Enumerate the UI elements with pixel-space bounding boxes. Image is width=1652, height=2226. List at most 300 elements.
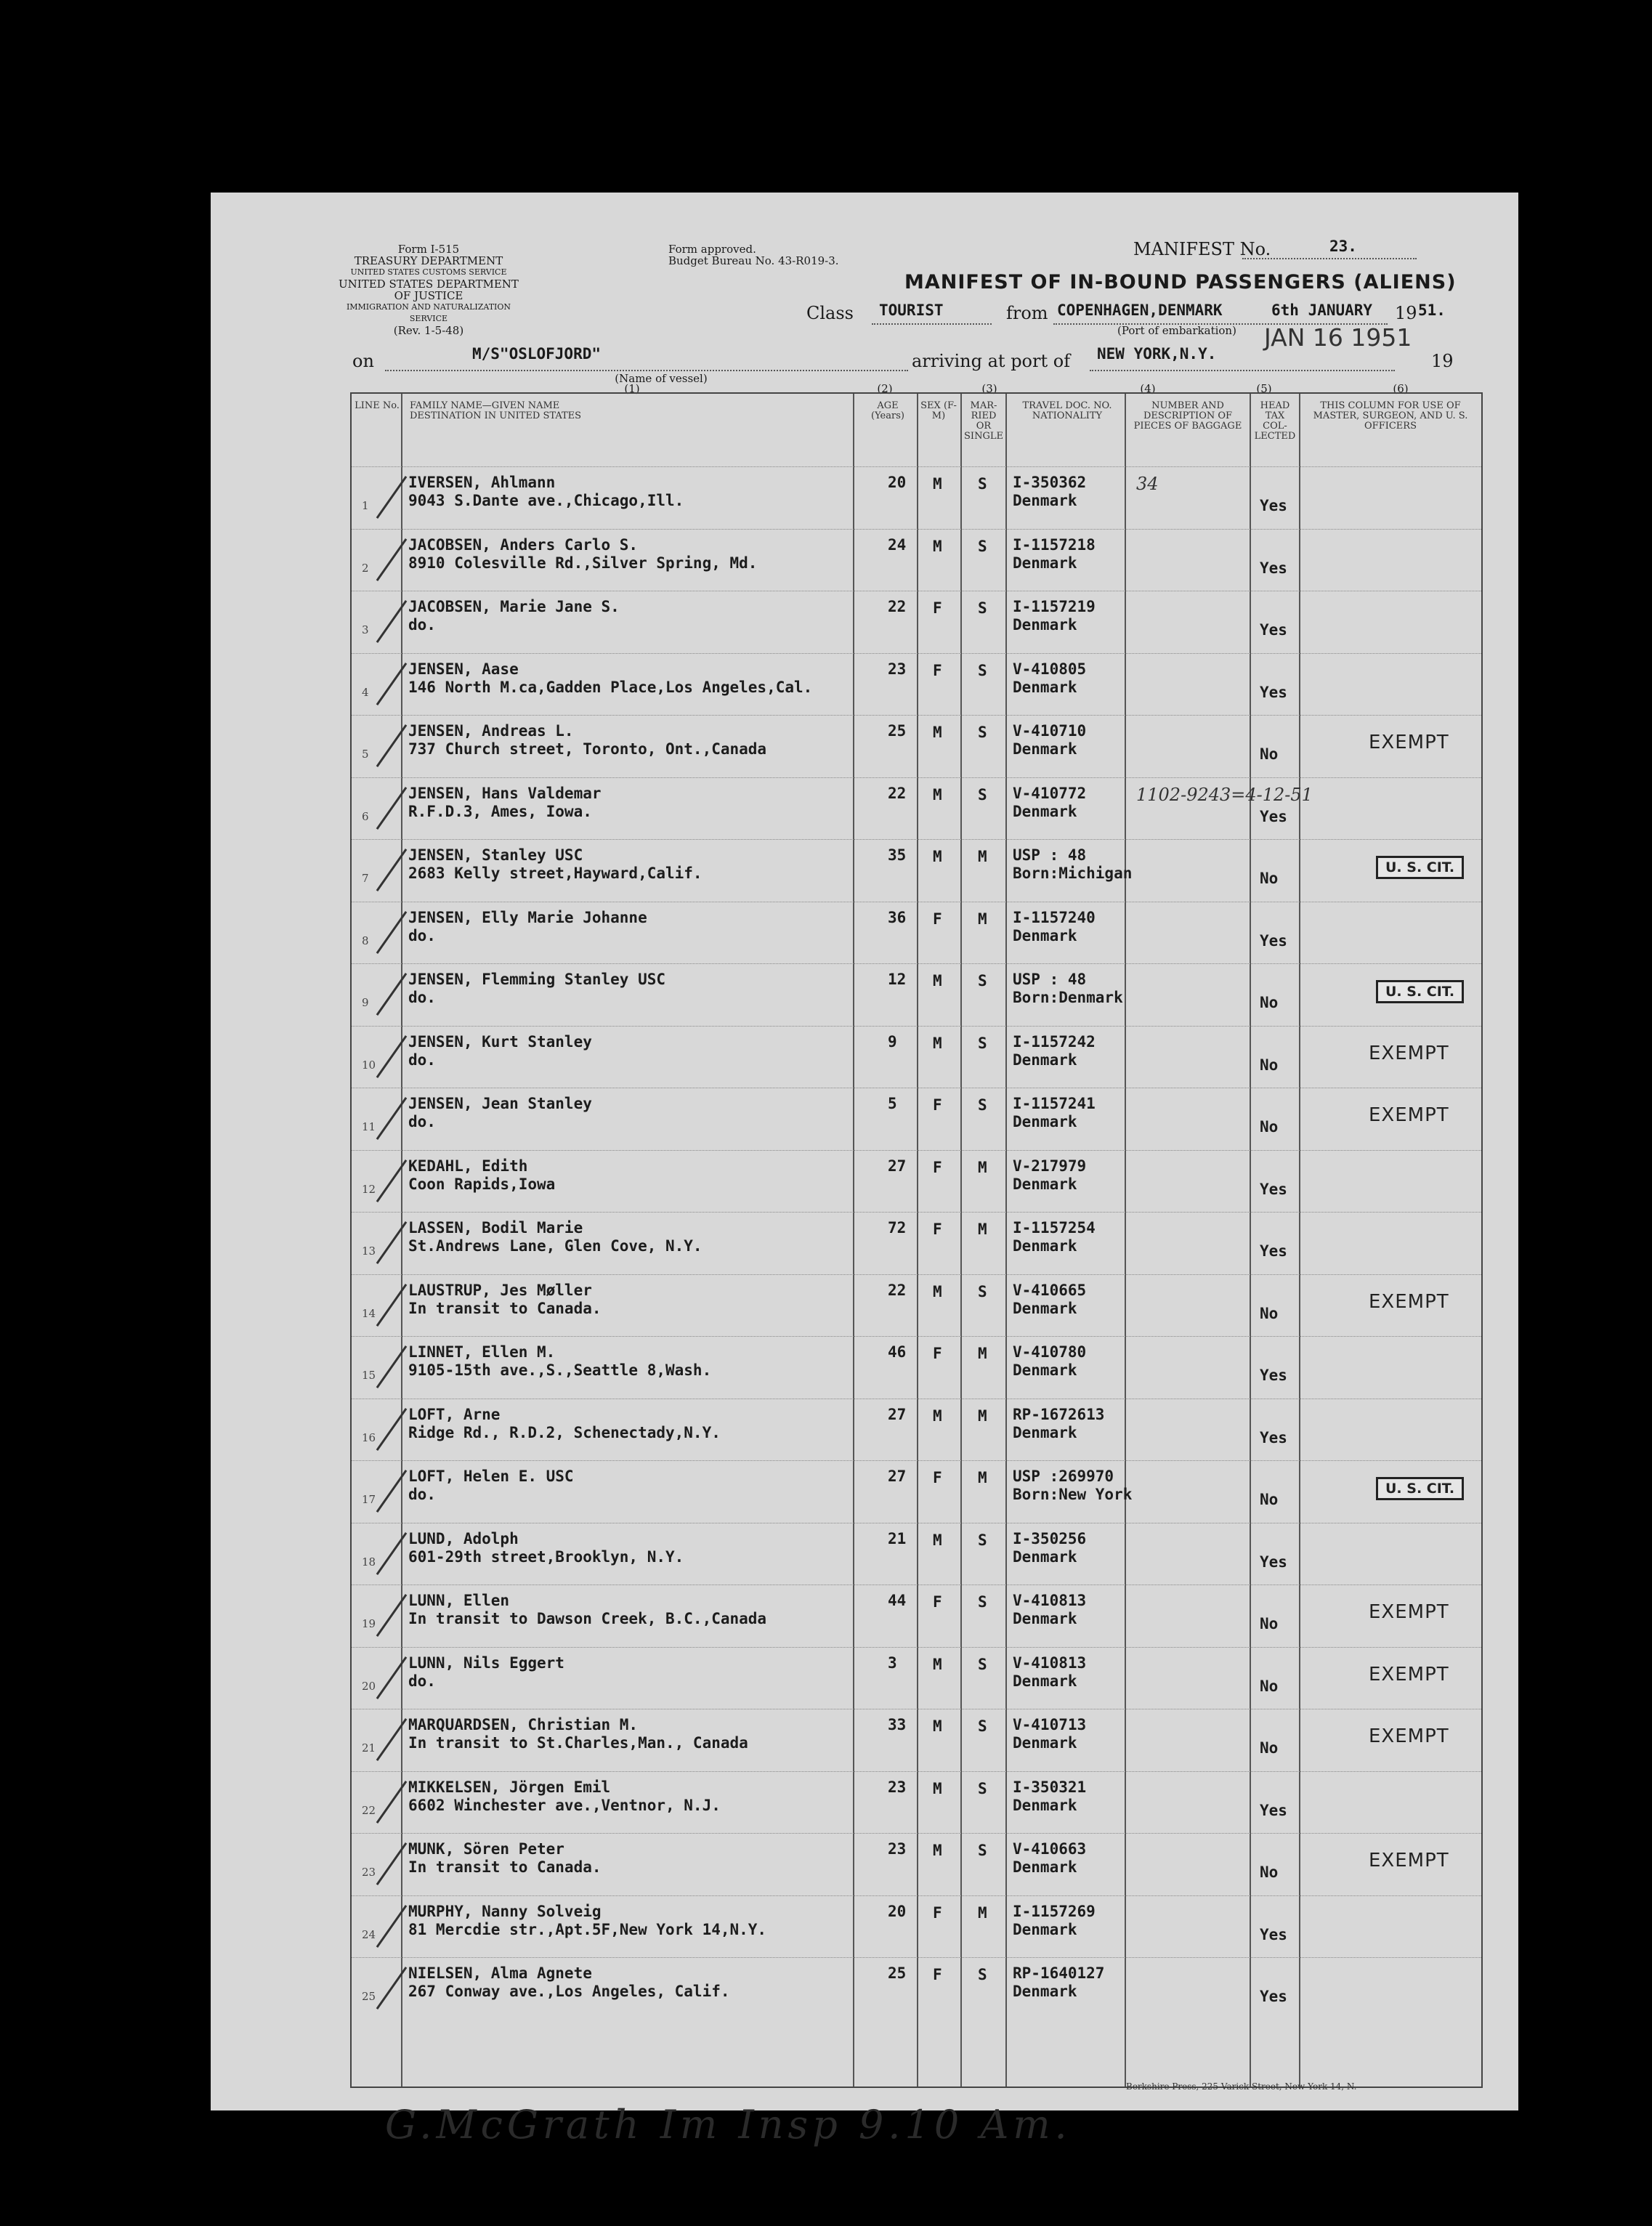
sex: F	[933, 1593, 942, 1611]
age: 22	[888, 598, 907, 615]
arriving-label: arriving at port of	[912, 351, 1071, 371]
destination: 601-29th street,Brooklyn, N.Y.	[408, 1547, 684, 1566]
marital-status: S	[978, 537, 987, 555]
passenger-name: JENSEN, Kurt Stanley	[408, 1032, 592, 1051]
age: 33	[888, 1716, 907, 1733]
age: 5	[888, 1095, 897, 1112]
manifest-number: 23.	[1329, 238, 1357, 255]
head-tax: Yes	[1260, 1925, 1287, 1943]
destination: 81 Mercdie str.,Apt.5F,New York 14,N.Y.	[408, 1920, 767, 1938]
travel-doc: V-217979	[1013, 1157, 1087, 1175]
check-mark	[376, 1097, 408, 1140]
table-row	[352, 1150, 1481, 1213]
head-tax: Yes	[1260, 1801, 1287, 1819]
travel-doc: USP : 48	[1013, 971, 1087, 988]
year-value: 51.	[1418, 301, 1446, 319]
vessel-name: M/S"OSLOFJORD"	[472, 345, 602, 363]
nationality: Denmark	[1013, 1734, 1077, 1752]
age: 12	[888, 971, 907, 988]
sex: F	[933, 910, 942, 928]
check-mark	[376, 1904, 408, 1947]
nationality: Denmark	[1013, 926, 1077, 944]
check-mark	[376, 786, 408, 829]
line-number: 3	[362, 623, 369, 636]
line-number: 2	[362, 561, 369, 575]
sex: M	[933, 1842, 942, 1859]
age: 22	[888, 1281, 907, 1299]
travel-doc: I-1157219	[1013, 598, 1096, 615]
marital-status: M	[978, 1407, 987, 1425]
travel-doc: V-410713	[1013, 1716, 1087, 1733]
check-mark	[376, 973, 408, 1016]
destination: do.	[408, 616, 436, 634]
nationality: Born:Denmark	[1013, 989, 1123, 1006]
destination: 2683 Kelly street,Hayward,Calif.	[408, 865, 702, 882]
col-age: AGE (Years)	[871, 400, 904, 421]
passenger-name: JENSEN, Andreas L.	[408, 722, 574, 740]
age: 20	[888, 1902, 907, 1920]
head-tax: Yes	[1260, 683, 1287, 701]
passenger-name: JENSEN, Flemming Stanley USC	[408, 971, 666, 988]
age: 46	[888, 1343, 907, 1361]
passenger-name: MURPHY, Nanny Solveig	[408, 1902, 602, 1920]
embarkation-caption: (Port of embarkation)	[1117, 324, 1236, 337]
age: 35	[888, 846, 907, 864]
sex: M	[933, 724, 942, 741]
destination: 267 Conway ave.,Los Angeles, Calif.	[408, 1983, 730, 2000]
form-approval	[668, 243, 894, 267]
destination: Coon Rapids,Iowa	[408, 1175, 556, 1193]
line-number: 7	[362, 872, 369, 885]
travel-doc: V-410813	[1013, 1654, 1087, 1672]
line-number: 8	[362, 934, 369, 947]
col-head-tax: HEAD TAX COL-LECTED	[1254, 400, 1296, 442]
exempt-note: EXEMPT	[1369, 1663, 1449, 1685]
sex: F	[933, 1966, 942, 1983]
check-mark	[376, 1656, 408, 1699]
embarkation-port: COPENHAGEN,DENMARK	[1057, 301, 1223, 319]
exempt-note: EXEMPT	[1369, 1104, 1449, 1126]
table-row	[352, 1399, 1481, 1461]
travel-doc: V-410772	[1013, 784, 1087, 802]
sex: M	[933, 475, 942, 493]
on-label: on	[352, 351, 374, 371]
travel-doc: USP :269970	[1013, 1468, 1114, 1485]
sex: M	[933, 1034, 942, 1052]
check-mark	[376, 1531, 408, 1574]
treasury-dept: TREASURY DEPARTMENT	[354, 254, 503, 267]
destination: In transit to Dawson Creek, B.C.,Canada	[408, 1610, 767, 1627]
age: 21	[888, 1529, 907, 1547]
head-tax: No	[1260, 1056, 1279, 1074]
sex: F	[933, 1096, 942, 1114]
sex: M	[933, 785, 942, 804]
exempt-note: EXEMPT	[1369, 1850, 1449, 1871]
marital-status: S	[978, 785, 987, 804]
line-number: 19	[362, 1617, 376, 1630]
nationality: Denmark	[1013, 1610, 1077, 1627]
head-tax: Yes	[1260, 559, 1287, 577]
travel-doc: I-1157269	[1013, 1902, 1096, 1920]
colnum-1: (1)	[624, 382, 640, 395]
marital-status: S	[978, 1593, 987, 1611]
check-mark	[376, 910, 408, 953]
passenger-name: JACOBSEN, Marie Jane S.	[408, 598, 620, 615]
line-number: 11	[362, 1120, 376, 1133]
line-number: 20	[362, 1679, 376, 1693]
nationality: Denmark	[1013, 1361, 1077, 1379]
table-row	[352, 1274, 1481, 1337]
table-row	[352, 1088, 1481, 1150]
marital-status: M	[978, 848, 987, 865]
sex: M	[933, 1779, 942, 1797]
budget-bureau: Budget Bureau No. 43-R019-3.	[668, 254, 839, 267]
table-row	[352, 963, 1481, 1026]
travel-doc: V-410780	[1013, 1343, 1087, 1361]
passenger-name: NIELSEN, Alma Agnete	[408, 1964, 592, 1982]
destination: In transit to Canada.	[408, 1299, 602, 1317]
nationality: Born:Michigan	[1013, 865, 1133, 882]
arrival-year-prefix: 19	[1431, 351, 1454, 371]
table-row	[352, 529, 1481, 591]
line-number: 1	[362, 499, 369, 512]
destination: In transit to St.Charles,Man., Canada	[408, 1734, 748, 1752]
sex: M	[933, 1282, 942, 1300]
class-label: Class	[806, 303, 854, 323]
check-mark	[376, 538, 408, 580]
sex: F	[933, 661, 942, 679]
destination: do.	[408, 989, 436, 1006]
col-baggage: NUMBER AND DESCRIPTION OF PIECES OF BAGGAGE	[1133, 400, 1242, 432]
travel-doc: I-350321	[1013, 1778, 1087, 1796]
marital-status: S	[978, 1096, 987, 1114]
nationality: Born:New York	[1013, 1486, 1133, 1503]
line-number: 12	[362, 1182, 376, 1196]
age: 23	[888, 1840, 907, 1858]
nationality: Denmark	[1013, 492, 1077, 509]
marital-status: S	[978, 1842, 987, 1859]
check-mark	[376, 849, 408, 891]
nationality: Denmark	[1013, 1175, 1077, 1193]
age: 22	[888, 784, 907, 802]
line-number: 10	[362, 1058, 376, 1072]
colnum-5: (5)	[1256, 382, 1272, 395]
marital-status: S	[978, 724, 987, 741]
marital-status: M	[978, 910, 987, 928]
sex: M	[933, 1407, 942, 1425]
destination: do.	[408, 1672, 436, 1690]
head-tax: No	[1260, 1863, 1279, 1881]
nationality: Denmark	[1013, 1299, 1077, 1317]
table-row	[352, 1460, 1481, 1523]
destination: 146 North M.ca,Gadden Place,Los Angeles,Cal.	[408, 678, 813, 696]
age: 27	[888, 1405, 907, 1423]
marital-status: S	[978, 475, 987, 493]
check-mark	[376, 1283, 408, 1326]
check-mark	[376, 476, 408, 519]
passenger-table	[350, 392, 1483, 2088]
check-mark	[376, 1967, 408, 2010]
nationality: Denmark	[1013, 554, 1077, 572]
sex: M	[933, 537, 942, 555]
colnum-2: (2)	[877, 382, 893, 395]
from-label: from	[1006, 303, 1048, 323]
nationality: Denmark	[1013, 1547, 1077, 1566]
head-tax: No	[1260, 994, 1279, 1011]
table-row	[352, 1584, 1481, 1647]
year-prefix: 19	[1395, 303, 1417, 323]
table-row	[352, 1771, 1481, 1834]
travel-doc: I-350256	[1013, 1529, 1087, 1547]
exempt-note: EXEMPT	[1369, 1042, 1449, 1064]
sex: F	[933, 1345, 942, 1362]
manifest-sheet	[211, 193, 1518, 2148]
form-agency-block	[334, 243, 523, 336]
line-number: 13	[362, 1244, 376, 1258]
passenger-name: LOFT, Helen E. USC	[408, 1468, 574, 1485]
table-row	[352, 715, 1481, 777]
line-number: 21	[362, 1741, 376, 1755]
check-mark	[376, 1345, 408, 1388]
travel-doc: V-410665	[1013, 1281, 1087, 1299]
age: 44	[888, 1592, 907, 1609]
age: 9	[888, 1032, 897, 1051]
age: 72	[888, 1219, 907, 1237]
nationality: Denmark	[1013, 1858, 1077, 1876]
manifest-label: MANIFEST No.	[1133, 239, 1271, 259]
passenger-name: LUNN, Nils Eggert	[408, 1654, 564, 1672]
passenger-name: LASSEN, Bodil Marie	[408, 1219, 583, 1237]
justice-dept: UNITED STATES DEPARTMENT OF JUSTICE	[339, 278, 519, 302]
marital-status: S	[978, 599, 987, 617]
destination: 9105-15th ave.,S.,Seattle 8,Wash.	[408, 1361, 712, 1379]
colnum-6: (6)	[1393, 382, 1409, 395]
check-mark	[376, 724, 408, 767]
nationality: Denmark	[1013, 802, 1077, 820]
destination: 9043 S.Dante ave.,Chicago,Ill.	[408, 492, 684, 509]
head-tax: No	[1260, 1304, 1279, 1322]
travel-doc: I-1157254	[1013, 1219, 1096, 1237]
passenger-name: JENSEN, Elly Marie Johanne	[408, 908, 647, 926]
exempt-note: EXEMPT	[1369, 1725, 1449, 1747]
head-tax: Yes	[1260, 1367, 1287, 1384]
age: 27	[888, 1157, 907, 1175]
age: 23	[888, 1778, 907, 1796]
table-row	[352, 902, 1481, 964]
check-mark	[376, 1470, 408, 1513]
col-travel-doc: TRAVEL DOC. NO. NATIONALITY	[1022, 400, 1112, 421]
nationality: Denmark	[1013, 1796, 1077, 1814]
destination: R.F.D.3, Ames, Iowa.	[408, 802, 592, 820]
arrival-port: NEW YORK,N.Y.	[1097, 345, 1217, 363]
table-row	[352, 466, 1481, 529]
line-number: 6	[362, 809, 369, 823]
passenger-name: MUNK, Sören Peter	[408, 1840, 564, 1858]
destination: 8910 Colesville Rd.,Silver Spring, Md.	[408, 554, 758, 572]
colnum-3: (3)	[981, 382, 997, 395]
marital-status: M	[978, 1221, 987, 1238]
table-row	[352, 653, 1481, 716]
head-tax: Yes	[1260, 1988, 1287, 2005]
marital-status: S	[978, 661, 987, 679]
exempt-note: EXEMPT	[1369, 1601, 1449, 1623]
travel-doc: I-1157218	[1013, 535, 1096, 554]
marital-status: S	[978, 1779, 987, 1797]
line-number: 22	[362, 1803, 376, 1817]
head-tax: No	[1260, 1491, 1279, 1508]
nationality: Denmark	[1013, 1113, 1077, 1130]
passenger-name: JENSEN, Stanley USC	[408, 846, 583, 864]
us-citizen-stamp: U. S. CIT.	[1376, 980, 1464, 1003]
colnum-4: (4)	[1140, 382, 1156, 395]
sex: F	[933, 1158, 942, 1176]
check-mark	[376, 1035, 408, 1077]
nationality: Denmark	[1013, 1423, 1077, 1441]
marital-status: S	[978, 1531, 987, 1549]
head-tax: No	[1260, 1615, 1279, 1632]
travel-doc: V-410710	[1013, 722, 1087, 740]
age: 25	[888, 722, 907, 740]
nationality: Denmark	[1013, 1920, 1077, 1938]
destination: Ridge Rd., R.D.2, Schenectady,N.Y.	[408, 1423, 721, 1441]
travel-doc: I-1157240	[1013, 908, 1096, 926]
customs-service: UNITED STATES CUSTOMS SERVICE	[350, 267, 507, 277]
check-mark	[376, 1221, 408, 1264]
embarkation-date: 6th JANUARY	[1271, 301, 1373, 319]
nationality: Denmark	[1013, 1672, 1077, 1690]
age: 20	[888, 474, 907, 491]
line-number: 14	[362, 1306, 376, 1320]
age: 24	[888, 535, 907, 554]
line-number: 9	[362, 996, 369, 1009]
head-tax: No	[1260, 1677, 1279, 1695]
check-mark	[376, 1407, 408, 1450]
table-row	[352, 839, 1481, 902]
baggage: 1102-9243=4-12-51	[1136, 784, 1313, 805]
table-row	[352, 1957, 1481, 2020]
line-number: 5	[362, 748, 369, 761]
check-mark	[376, 600, 408, 643]
marital-status: M	[978, 1158, 987, 1176]
ins-service: IMMIGRATION AND NATURALIZATION SERVICE	[346, 302, 511, 323]
age: 25	[888, 1964, 907, 1982]
table-row	[352, 1833, 1481, 1895]
travel-doc: RP-1640127	[1013, 1964, 1105, 1982]
travel-doc: V-410805	[1013, 660, 1087, 678]
table-row	[352, 1336, 1481, 1399]
nationality: Denmark	[1013, 1237, 1077, 1255]
check-mark	[376, 1159, 408, 1202]
line-number: 17	[362, 1493, 376, 1506]
destination: do.	[408, 1051, 436, 1069]
line-number: 16	[362, 1430, 376, 1444]
marital-status: S	[978, 1034, 987, 1052]
travel-doc: RP-1672613	[1013, 1405, 1105, 1423]
col-married: MAR-RIED OR SINGLE	[964, 400, 1003, 442]
head-tax: Yes	[1260, 1180, 1287, 1198]
destination: do.	[408, 1113, 436, 1130]
head-tax: Yes	[1260, 807, 1287, 825]
destination: 737 Church street, Toronto, Ont.,Canada	[408, 740, 767, 758]
age: 3	[888, 1654, 897, 1672]
table-row	[352, 591, 1481, 653]
head-tax: No	[1260, 1739, 1279, 1757]
sex: F	[933, 1903, 942, 1922]
marital-status: S	[978, 1966, 987, 1983]
sex: F	[933, 1469, 942, 1486]
passenger-name: JENSEN, Hans Valdemar	[408, 784, 602, 802]
passenger-name: JENSEN, Aase	[408, 660, 519, 678]
col-sex: SEX (F-M)	[920, 400, 957, 421]
nationality: Denmark	[1013, 616, 1077, 634]
vessel-caption: (Name of vessel)	[615, 372, 708, 385]
check-mark	[376, 1718, 408, 1761]
passenger-name: JENSEN, Jean Stanley	[408, 1095, 592, 1112]
line-number: 23	[362, 1866, 376, 1879]
check-mark	[376, 662, 408, 705]
travel-doc: V-410813	[1013, 1592, 1087, 1609]
sex: F	[933, 1221, 942, 1238]
nationality: Denmark	[1013, 1051, 1077, 1069]
nationality: Denmark	[1013, 740, 1077, 758]
travel-doc: I-1157242	[1013, 1032, 1096, 1051]
head-tax: Yes	[1260, 1242, 1287, 1260]
table-row	[352, 777, 1481, 840]
table-row	[352, 1895, 1481, 1958]
passenger-name: LUNN, Ellen	[408, 1592, 510, 1609]
marital-status: S	[978, 1655, 987, 1673]
passenger-name: LUND, Adolph	[408, 1529, 519, 1547]
revision: (Rev. 1-5-48)	[393, 324, 464, 337]
col-officers: THIS COLUMN FOR USE OF MASTER, SURGEON, AND U. S. OFFICERS	[1313, 400, 1468, 432]
baggage: 34	[1136, 474, 1159, 494]
arrival-date-stamp: JAN 16 1951	[1264, 323, 1412, 352]
passenger-name: KEDAHL, Edith	[408, 1157, 528, 1175]
head-tax: Yes	[1260, 931, 1287, 950]
destination: do.	[408, 926, 436, 944]
marital-status: S	[978, 1282, 987, 1300]
age: 27	[888, 1468, 907, 1485]
passenger-name: IVERSEN, Ahlmann	[408, 474, 556, 491]
passenger-name: LINNET, Ellen M.	[408, 1343, 556, 1361]
nationality: Denmark	[1013, 678, 1077, 696]
sex: M	[933, 1717, 942, 1735]
travel-doc: I-350362	[1013, 474, 1087, 491]
col-line: LINE No.	[355, 400, 400, 411]
head-tax: Yes	[1260, 621, 1287, 639]
inspector-signature: G.McGrath Im Insp 9.10 Am.	[385, 2102, 1072, 2148]
col-name: FAMILY NAME—GIVEN NAME DESTINATION IN UNITED STATES	[410, 400, 582, 421]
table-row	[352, 1709, 1481, 1771]
passenger-name: MARQUARDSEN, Christian M.	[408, 1716, 639, 1733]
head-tax: Yes	[1260, 1428, 1287, 1446]
marital-status: S	[978, 972, 987, 989]
line-number: 15	[362, 1369, 376, 1382]
head-tax: Yes	[1260, 497, 1287, 514]
line-number: 4	[362, 685, 369, 699]
marital-status: S	[978, 1717, 987, 1735]
marital-status: M	[978, 1903, 987, 1922]
passenger-name: MIKKELSEN, Jörgen Emil	[408, 1778, 611, 1796]
head-tax: Yes	[1260, 1553, 1287, 1571]
travel-doc: V-410663	[1013, 1840, 1087, 1858]
form-approved: Form approved.	[668, 243, 756, 256]
age: 36	[888, 908, 907, 926]
us-citizen-stamp: U. S. CIT.	[1376, 856, 1464, 879]
table-row	[352, 1523, 1481, 1585]
sex: F	[933, 599, 942, 617]
head-tax: No	[1260, 870, 1279, 887]
